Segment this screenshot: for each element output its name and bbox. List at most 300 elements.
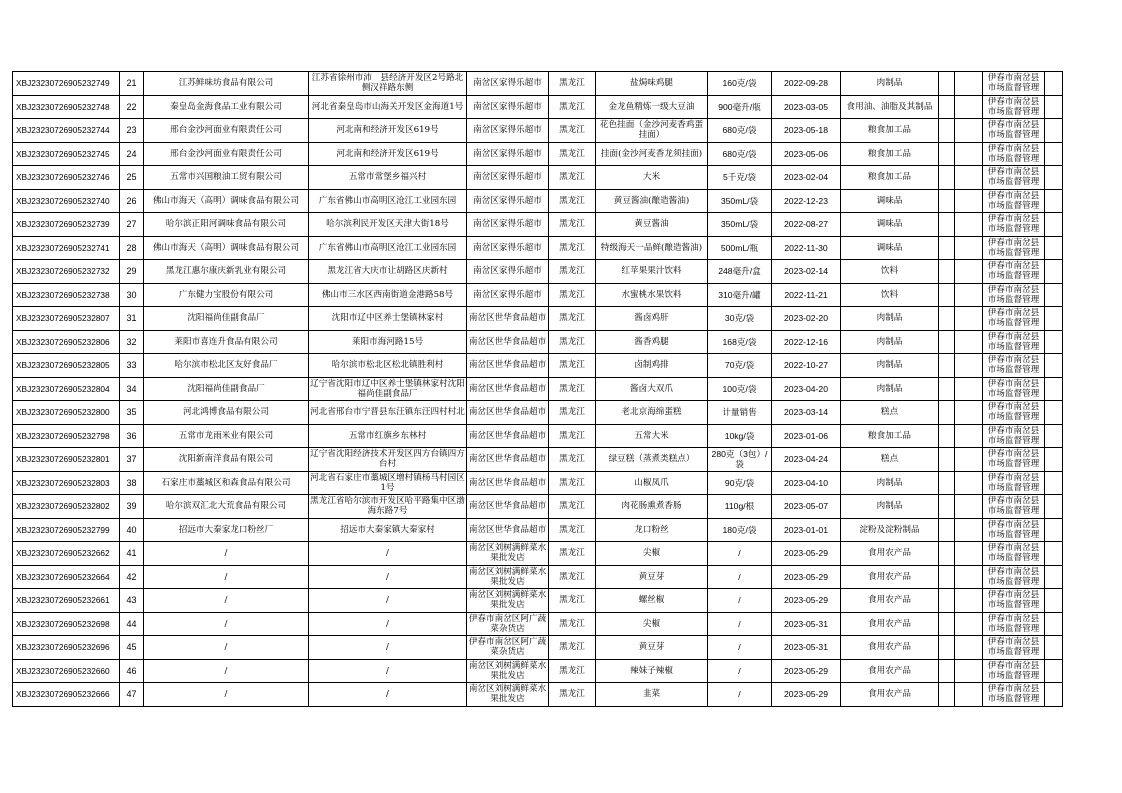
sampled-shop-cell: 南岔区家得乐超市 [467,119,549,143]
table-row [13,236,1063,260]
food-category-cell: 肉制品 [841,495,939,519]
table-row [13,283,1063,307]
province-cell: 黑龙江 [549,142,596,166]
food-category-cell: 饮料 [841,283,939,307]
sample-code-cell: XBJ23230726905232739 [13,213,120,237]
manufacturer-address-cell: / [309,542,467,566]
product-name-cell: 黄豆芽 [596,636,708,660]
note-cell [955,377,983,401]
serial-number-cell: 43 [120,589,144,613]
province-cell: 黑龙江 [549,95,596,119]
note-cell [955,401,983,425]
table-row [13,189,1063,213]
province-cell: 黑龙江 [549,330,596,354]
manufacturer-address-cell: 江苏省徐州市沛 县经济开发区2号路北侧汉祥路东侧 [309,72,467,96]
manufacturer-cell: / [144,589,309,613]
remarks-cell [1045,565,1063,589]
sampled-shop-cell: 南岔区世华食品超市 [467,377,549,401]
sample-code-cell: XBJ23230726905232800 [13,401,120,425]
note-cell [955,213,983,237]
inspection-agency-cell: 伊春市南岔县市场监督管理 [983,260,1045,284]
table-row [13,424,1063,448]
inspection-agency-cell: 伊春市南岔县市场监督管理 [983,589,1045,613]
province-cell: 黑龙江 [549,659,596,683]
manufacturer-cell: 佛山市海天（高明）调味食品有限公司 [144,189,309,213]
manufacturer-address-cell: 招远市大秦家镇大秦家村 [309,518,467,542]
sample-code-cell: XBJ23230726905232741 [13,236,120,260]
province-cell: 黑龙江 [549,565,596,589]
production-date-cell: 2023-05-07 [772,495,841,519]
manufacturer-address-cell: 河北省邢台市宁晋县东汪镇东汪四村村北 [309,401,467,425]
note-cell [955,589,983,613]
province-cell: 黑龙江 [549,683,596,707]
production-date-cell: 2023-02-04 [772,166,841,190]
result-cell [939,659,955,683]
manufacturer-cell: 佛山市海天（高明）调味食品有限公司 [144,236,309,260]
sample-code-cell: XBJ23230726905232799 [13,518,120,542]
note-cell [955,565,983,589]
production-date-cell: 2023-02-14 [772,260,841,284]
food-category-cell: 食用农产品 [841,565,939,589]
product-name-cell: 盐焗味鸡腿 [596,72,708,96]
note-cell [955,260,983,284]
sample-code-cell: XBJ23230726905232696 [13,636,120,660]
result-cell [939,636,955,660]
table-row [13,683,1063,707]
province-cell: 黑龙江 [549,495,596,519]
remarks-cell [1045,683,1063,707]
result-cell [939,542,955,566]
production-date-cell: 2023-05-31 [772,612,841,636]
serial-number-cell: 32 [120,330,144,354]
manufacturer-cell: 哈尔滨正阳河调味食品有限公司 [144,213,309,237]
production-date-cell: 2023-03-14 [772,401,841,425]
table-row [13,589,1063,613]
specification-cell: 310毫升/罐 [708,283,772,307]
inspection-agency-cell: 伊春市南岔县市场监督管理 [983,189,1045,213]
note-cell [955,612,983,636]
manufacturer-address-cell: / [309,683,467,707]
sampled-shop-cell: 南岔区世华食品超市 [467,518,549,542]
sample-code-cell: XBJ23230726905232738 [13,283,120,307]
production-date-cell: 2023-05-31 [772,636,841,660]
remarks-cell [1045,189,1063,213]
product-name-cell: 螺丝椒 [596,589,708,613]
sample-code-cell: XBJ23230726905232732 [13,260,120,284]
manufacturer-address-cell: 五常市常堡乡福兴村 [309,166,467,190]
product-name-cell: 挂面(金沙河麦香龙须挂面) [596,142,708,166]
sample-code-cell: XBJ23230726905232661 [13,589,120,613]
sampled-shop-cell: 南岔区家得乐超市 [467,213,549,237]
production-date-cell: 2023-05-29 [772,565,841,589]
inspection-agency-cell: 伊春市南岔县市场监督管理 [983,401,1045,425]
sampled-shop-cell: 南岔区世华食品超市 [467,307,549,331]
remarks-cell [1045,260,1063,284]
sample-code-cell: XBJ23230726905232801 [13,448,120,472]
sampled-shop-cell: 南岔区刘树满鲜菜水果批发店 [467,659,549,683]
manufacturer-address-cell: / [309,589,467,613]
remarks-cell [1045,307,1063,331]
province-cell: 黑龙江 [549,612,596,636]
production-date-cell: 2022-12-16 [772,330,841,354]
note-cell [955,448,983,472]
manufacturer-address-cell: 五常市红旗乡东林村 [309,424,467,448]
sample-code-cell: XBJ23230726905232807 [13,307,120,331]
production-date-cell: 2023-05-29 [772,589,841,613]
inspection-agency-cell: 伊春市南岔县市场监督管理 [983,448,1045,472]
inspection-agency-cell: 伊春市南岔县市场监督管理 [983,213,1045,237]
province-cell: 黑龙江 [549,518,596,542]
note-cell [955,166,983,190]
inspection-agency-cell: 伊春市南岔县市场监督管理 [983,612,1045,636]
result-cell [939,283,955,307]
sample-code-cell: XBJ23230726905232745 [13,142,120,166]
remarks-cell [1045,377,1063,401]
result-cell [939,495,955,519]
production-date-cell: 2022-09-28 [772,72,841,96]
food-category-cell: 粮食加工品 [841,119,939,143]
sampled-shop-cell: 南岔区刘树满鲜菜水果批发店 [467,565,549,589]
remarks-cell [1045,518,1063,542]
sampling-results-sheet [12,71,1063,707]
province-cell: 黑龙江 [549,236,596,260]
result-cell [939,260,955,284]
manufacturer-cell: 沈阳福尚佳副食品厂 [144,307,309,331]
remarks-cell [1045,119,1063,143]
table-body [13,72,1063,707]
province-cell: 黑龙江 [549,471,596,495]
production-date-cell: 2022-12-23 [772,189,841,213]
note-cell [955,518,983,542]
result-cell [939,354,955,378]
table-row [13,565,1063,589]
product-name-cell: 红苹果果汁饮料 [596,260,708,284]
product-name-cell: 酱香鸡腿 [596,330,708,354]
sampled-shop-cell: 伊春市南岔区阿广蔬菜杂货店 [467,612,549,636]
inspection-agency-cell: 伊春市南岔县市场监督管理 [983,119,1045,143]
product-name-cell: 水蜜桃水果饮料 [596,283,708,307]
specification-cell: 680克/袋 [708,142,772,166]
inspection-agency-cell: 伊春市南岔县市场监督管理 [983,636,1045,660]
manufacturer-address-cell: 哈尔滨利民开发区天津大街18号 [309,213,467,237]
food-category-cell: 粮食加工品 [841,142,939,166]
specification-cell: 90克/袋 [708,471,772,495]
province-cell: 黑龙江 [549,189,596,213]
serial-number-cell: 44 [120,612,144,636]
food-category-cell: 食用农产品 [841,612,939,636]
manufacturer-address-cell: 河北南和经济开发区619号 [309,119,467,143]
remarks-cell [1045,542,1063,566]
manufacturer-cell: 石家庄市藁城区和森食品有限公司 [144,471,309,495]
serial-number-cell: 25 [120,166,144,190]
manufacturer-address-cell: 辽宁省沈阳市辽中区养士堡镇林家村沈阳福尚佳副食品厂 [310,378,465,399]
result-cell [939,471,955,495]
table-row [13,518,1063,542]
manufacturer-cell: 哈尔滨市松北区友好食品厂 [144,354,309,378]
food-category-cell: 食用油、油脂及其制品 [841,95,939,119]
specification-cell: 900毫升/瓶 [708,95,772,119]
production-date-cell: 2022-11-21 [772,283,841,307]
manufacturer-cell: 招远市大秦家龙口粉丝厂 [144,518,309,542]
food-category-cell: 调味品 [841,189,939,213]
food-category-cell: 肉制品 [841,354,939,378]
product-name-cell: 老北京海绵蛋糕 [596,401,708,425]
manufacturer-cell: 江苏鲜味坊食品有限公司 [144,72,309,96]
inspection-agency-cell: 伊春市南岔县市场监督管理 [983,542,1045,566]
inspection-agency-cell: 伊春市南岔县市场监督管理 [983,95,1045,119]
production-date-cell: 2023-05-06 [772,142,841,166]
serial-number-cell: 39 [120,495,144,519]
province-cell: 黑龙江 [549,401,596,425]
result-cell [939,236,955,260]
manufacturer-cell: 广东健力宝股份有限公司 [144,283,309,307]
manufacturer-cell: 哈尔滨双汇北大荒食品有限公司 [144,495,309,519]
sampled-shop-cell: 南岔区家得乐超市 [467,142,549,166]
manufacturer-address-cell: / [309,636,467,660]
province-cell: 黑龙江 [549,448,596,472]
province-cell: 黑龙江 [549,636,596,660]
specification-cell: 168克/袋 [708,330,772,354]
manufacturer-cell: 邢台金沙河面业有限责任公司 [144,142,309,166]
note-cell [955,119,983,143]
inspection-agency-cell: 伊春市南岔县市场监督管理 [983,518,1045,542]
sample-code-cell: XBJ23230726905232806 [13,330,120,354]
serial-number-cell: 47 [120,683,144,707]
manufacturer-address-cell: 河北南和经济开发区619号 [309,142,467,166]
product-name-cell: 尖椒 [596,612,708,636]
note-cell [955,95,983,119]
sample-code-cell: XBJ23230726905232802 [13,495,120,519]
product-name-cell: 肉花肠熏煮香肠 [596,495,708,519]
manufacturer-cell: 五常市兴国粮油工贸有限公司 [144,166,309,190]
food-category-cell: 淀粉及淀粉制品 [841,518,939,542]
result-cell [939,518,955,542]
note-cell [955,424,983,448]
remarks-cell [1045,401,1063,425]
inspection-agency-cell: 伊春市南岔县市场监督管理 [983,307,1045,331]
specification-cell: 30克/袋 [708,307,772,331]
sample-code-cell: XBJ23230726905232660 [13,659,120,683]
manufacturer-cell: 沈阳福尚佳副食品厂 [144,377,309,401]
sampled-shop-cell: 南岔区家得乐超市 [467,283,549,307]
remarks-cell [1045,612,1063,636]
result-cell [939,330,955,354]
table-row [13,142,1063,166]
table-row [13,95,1063,119]
remarks-cell [1045,166,1063,190]
result-cell [939,142,955,166]
sample-code-cell: XBJ23230726905232748 [13,95,120,119]
production-date-cell: 2023-01-06 [772,424,841,448]
manufacturer-cell: 河北鸿博食品有限公司 [144,401,309,425]
province-cell: 黑龙江 [549,260,596,284]
sample-code-cell: XBJ23230726905232744 [13,119,120,143]
remarks-cell [1045,636,1063,660]
sample-code-cell: XBJ23230726905232698 [13,612,120,636]
product-name-cell: 黄豆芽 [596,565,708,589]
table-row [13,636,1063,660]
serial-number-cell: 34 [120,377,144,401]
product-name-cell: 酱卤鸡肝 [596,307,708,331]
food-category-cell: 食用农产品 [841,636,939,660]
note-cell [955,330,983,354]
serial-number-cell: 33 [120,354,144,378]
inspection-agency-cell: 伊春市南岔县市场监督管理 [983,659,1045,683]
note-cell [955,142,983,166]
remarks-cell [1045,95,1063,119]
specification-cell: 10kg/袋 [708,424,772,448]
product-name-cell: 绿豆糕（蒸煮类糕点） [596,448,708,472]
serial-number-cell: 23 [120,119,144,143]
sampled-shop-cell: 南岔区世华食品超市 [467,424,549,448]
product-name-cell: 龙口粉丝 [596,518,708,542]
product-name-cell: 黄豆酱油 [596,213,708,237]
specification-cell: 680克/袋 [708,119,772,143]
food-category-cell: 食用农产品 [841,542,939,566]
table-row [13,612,1063,636]
manufacturer-cell: 莱阳市喜连升食品有限公司 [144,330,309,354]
manufacturer-address-cell: 河北省石家庄市藁城区增村镇杨马村园区1号 [310,472,465,493]
province-cell: 黑龙江 [549,354,596,378]
result-cell [939,448,955,472]
result-cell [939,565,955,589]
remarks-cell [1045,589,1063,613]
product-name-cell: 大米 [596,166,708,190]
sampled-shop-cell: 南岔区世华食品超市 [467,448,549,472]
specification-cell: 110g/根 [708,495,772,519]
manufacturer-address-cell: 广东省佛山市高明区沧江工业园东园 [309,189,467,213]
food-category-cell: 肉制品 [841,330,939,354]
table-row [13,377,1063,401]
note-cell [955,471,983,495]
sampled-shop-cell: 南岔区家得乐超市 [467,189,549,213]
production-date-cell: 2022-08-27 [772,213,841,237]
note-cell [955,283,983,307]
production-date-cell: 2022-11-30 [772,236,841,260]
specification-cell: / [708,542,772,566]
table-row [13,119,1063,143]
serial-number-cell: 45 [120,636,144,660]
serial-number-cell: 36 [120,424,144,448]
production-date-cell: 2023-05-18 [772,119,841,143]
specification-cell: / [708,589,772,613]
product-name-cell: 韭菜 [596,683,708,707]
inspection-agency-cell: 伊春市南岔县市场监督管理 [983,166,1045,190]
manufacturer-cell: 沈阳新南洋食品有限公司 [144,448,309,472]
sampled-shop-cell: 南岔区刘树满鲜菜水果批发店 [467,542,549,566]
province-cell: 黑龙江 [549,542,596,566]
table-row [13,307,1063,331]
sample-code-cell: XBJ23230726905232798 [13,424,120,448]
specification-cell: 248毫升/盒 [708,260,772,284]
sample-code-cell: XBJ23230726905232804 [13,377,120,401]
serial-number-cell: 28 [120,236,144,260]
result-cell [939,612,955,636]
specification-cell: 100克/袋 [708,377,772,401]
inspection-agency-cell: 伊春市南岔县市场监督管理 [983,283,1045,307]
manufacturer-cell: / [144,636,309,660]
food-category-cell: 肉制品 [841,72,939,96]
sampled-shop-cell: 南岔区世华食品超市 [467,495,549,519]
serial-number-cell: 27 [120,213,144,237]
inspection-agency-cell: 伊春市南岔县市场监督管理 [983,377,1045,401]
inspection-agency-cell: 伊春市南岔县市场监督管理 [983,72,1045,96]
sampled-shop-cell: 南岔区刘树满鲜菜水果批发店 [467,589,549,613]
result-cell [939,213,955,237]
sampled-shop-cell: 伊春市南岔区阿广蔬菜杂货店 [467,636,549,660]
production-date-cell: 2023-04-10 [772,471,841,495]
result-cell [939,119,955,143]
province-cell: 黑龙江 [549,377,596,401]
production-date-cell: 2023-05-29 [772,683,841,707]
specification-cell: / [708,683,772,707]
specification-cell: 5千克/袋 [708,166,772,190]
inspection-agency-cell: 伊春市南岔县市场监督管理 [983,142,1045,166]
province-cell: 黑龙江 [549,424,596,448]
remarks-cell [1045,448,1063,472]
table-row [13,448,1063,472]
sampled-shop-cell: 南岔区世华食品超市 [467,330,549,354]
product-name-cell: 金龙鱼精炼一级大豆油 [596,95,708,119]
note-cell [955,636,983,660]
food-category-cell: 粮食加工品 [841,424,939,448]
sample-code-cell: XBJ23230726905232662 [13,542,120,566]
manufacturer-cell: / [144,565,309,589]
food-category-cell: 肉制品 [841,471,939,495]
sampled-shop-cell: 南岔区家得乐超市 [467,166,549,190]
manufacturer-cell: / [144,683,309,707]
result-cell [939,589,955,613]
food-category-cell: 食用农产品 [841,683,939,707]
serial-number-cell: 37 [120,448,144,472]
manufacturer-cell: 秦皇岛金海食品工业有限公司 [144,95,309,119]
result-cell [939,95,955,119]
manufacturer-address-cell: 莱阳市海河路15号 [309,330,467,354]
manufacturer-address-cell: / [309,565,467,589]
serial-number-cell: 26 [120,189,144,213]
product-name-cell: 山椒凤爪 [596,471,708,495]
sample-code-cell: XBJ23230726905232740 [13,189,120,213]
province-cell: 黑龙江 [549,283,596,307]
table-row [13,166,1063,190]
province-cell: 黑龙江 [549,589,596,613]
note-cell [955,72,983,96]
inspection-agency-cell: 伊春市南岔县市场监督管理 [983,495,1045,519]
inspection-agency-cell: 伊春市南岔县市场监督管理 [983,330,1045,354]
note-cell [955,307,983,331]
manufacturer-cell: / [144,542,309,566]
sample-code-cell: XBJ23230726905232803 [13,471,120,495]
remarks-cell [1045,659,1063,683]
specification-cell: / [708,636,772,660]
production-date-cell: 2023-05-29 [772,542,841,566]
result-cell [939,683,955,707]
specification-cell: / [708,659,772,683]
note-cell [955,683,983,707]
sample-code-cell: XBJ23230726905232749 [13,72,120,96]
food-category-cell: 调味品 [841,213,939,237]
manufacturer-cell: 邢台金沙河面业有限责任公司 [144,119,309,143]
note-cell [955,189,983,213]
manufacturer-address-cell: 哈尔滨市松北区松北镇胜利村 [309,354,467,378]
sampled-shop-cell: 南岔区家得乐超市 [467,260,549,284]
remarks-cell [1045,471,1063,495]
production-date-cell: 2023-02-20 [772,307,841,331]
remarks-cell [1045,495,1063,519]
remarks-cell [1045,424,1063,448]
sampled-shop-cell: 南岔区世华食品超市 [467,401,549,425]
food-category-cell: 调味品 [841,236,939,260]
